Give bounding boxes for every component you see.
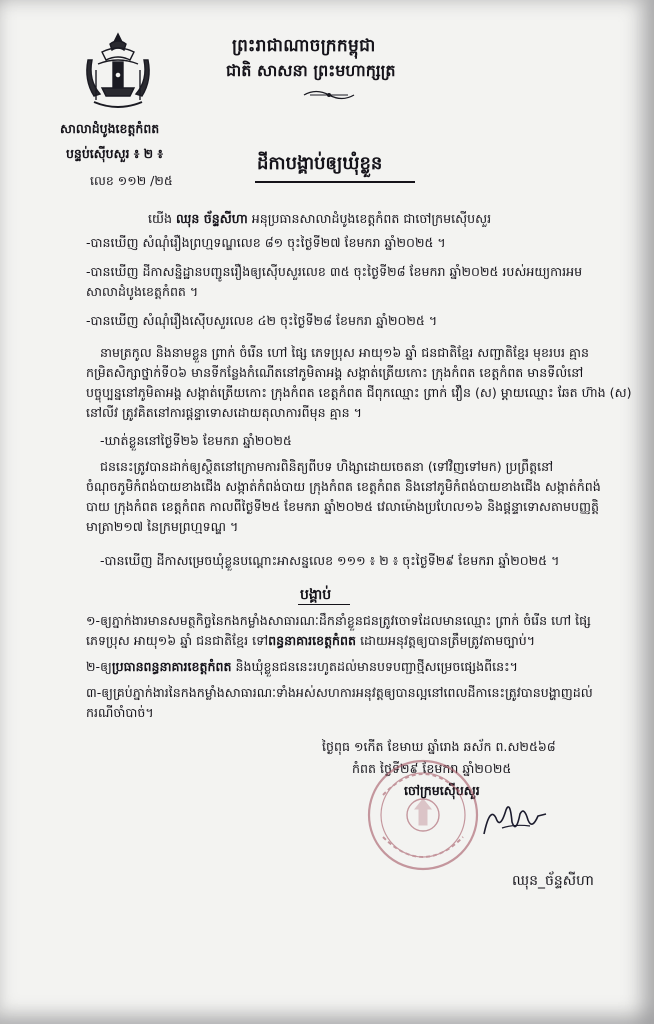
charge-paragraph-line-1: ជននេះត្រូវបានដាក់ឲ្យស្ថិតនៅក្រោមការពិនិត្យពីបទ ហិង្សាដោយចេតនា (ទៅវិញទៅមក) ប្រព្រឹត្តនៅ xyxy=(100,459,554,474)
order-underline xyxy=(298,604,350,605)
order-item-1-line-1: ១-ឲ្យភ្នាក់ងារមានសមត្ថកិច្ចនៃកងកម្លាំងសាធារណៈដឹកនាំខ្លួនជនត្រូវចោទដែលមានឈ្មោះ ព្រាក់ ចំរើន ហៅ ផៃ្ស xyxy=(86,613,591,628)
charge-paragraph-line-4: មាត្រា២១៧ នៃក្រមព្រហ្មទណ្ឌ ។ xyxy=(86,519,239,534)
arrest-line: -ឃាត់ខ្លួននៅថ្ងៃទី២៦ ខែមករា ឆ្នាំ២០២៥ xyxy=(100,433,292,448)
intro-rest: អនុប្រធានសាលាដំបូងខេត្តកំពត ជាចៅក្រមស៊ើបសួរ xyxy=(251,211,492,226)
title-underline xyxy=(255,181,415,183)
considering-line-4: -បានឃើញ ដីកាសម្រេចឃុំខ្លួនបណ្តោះអាសន្នលេខ ១១១ ៖ ២ ៖ ចុះថ្ងៃទី២៩ ខែមករា ឆ្នាំ២០២៥ ។ xyxy=(100,553,560,568)
intro-line xyxy=(148,210,491,228)
accused-paragraph-line-3: បច្ចុប្បន្ននៅភូមិតាអង្គ សង្កាត់ត្រើយកោះ ក្រុងកំពត ខេត្តកំពត ជីពុកឈ្មោះ ព្រាក់ វឿន (ស) ម្តាយឈ្មោះ ឆែត ហ៊ាង (ស) xyxy=(86,385,632,400)
prison-director: ប្រធានពន្ធនាគារខេត្តកំពត xyxy=(111,659,232,674)
charge-paragraph-line-2: ចំណុចភូមិកំពង់បាយខាងជើង សង្កាត់កំពង់បាយ ក្រុងកំពត ខេត្តកំពត និងនៅភូមិកំពង់បាយខាងជើង សង្កាត់កំពង់ xyxy=(86,479,601,494)
reference-prefix: លេខ xyxy=(90,173,114,188)
considering-line-2b: សាលាដំបូងខេត្តកំពត ។ xyxy=(86,284,199,299)
signer-title: ចៅក្រមស៊ើបសួរ xyxy=(404,783,480,798)
order-item-3-line-1: ៣-ឲ្យគ្រប់ភ្នាក់ងារនៃកងកម្លាំងសាធារណៈទាំងអស់សហការអនុវត្តឲ្យបានល្អនៅពេលដីកានេះត្រូវបានបង្ហាញដល់ xyxy=(86,685,593,700)
considering-line-3: -បានឃើញ សំណុំរឿងស៊ើបសួរលេខ ៤២ ចុះថ្ងៃទី២៨ ខែមករា ឆ្នាំ២០២៥ ។ xyxy=(86,313,438,328)
handwritten-signature xyxy=(480,800,550,840)
document-title: ដីកាបង្គាប់ឲ្យឃុំខ្លួន xyxy=(257,153,383,174)
reference-value: ១១២ /២៥ xyxy=(117,173,173,188)
order-item-3-line-2: ករណីចាំបាច់។ xyxy=(86,705,154,720)
accused-paragraph-line-1: នាមត្រកូល និងនាមខ្លួន ព្រាក់ ចំរើន ហៅ ផៃ្ស ភេទប្រុស អាយុ១៦ ឆ្នាំ ជនជាតិខ្មែរ សញ្ជាតិខ្មែរ មុខរបរ គ្មាន xyxy=(100,345,589,360)
order-item-1-post: ដោយអនុវត្តឲ្យបានត្រឹមត្រូវតាមច្បាប់។ xyxy=(360,633,536,648)
national-motto: ជាតិ សាសនា ព្រះមហាក្សត្រ xyxy=(226,61,396,80)
order-item-1-line-2 xyxy=(86,632,535,650)
order-item-2-post: និងឃុំខ្លួនជននេះរហូតដល់មានបទបញ្ជាថ្មីសម្រេចផ្សេងពីនេះ។ xyxy=(235,659,518,674)
considering-line-2a: -បានឃើញ ដីកាសន្និដ្ឋានបញ្ជូនរឿងឲ្យស៊ើបសួរលេខ ៣៥ ចុះថ្ងៃទី២៨ ខែមករា ឆ្នាំ២០២៥ របស់អយ្យការអម xyxy=(86,264,583,279)
judge-name: ឈុន ច័ន្ទសីហា xyxy=(176,211,248,226)
order-item-1-pre: ភេទប្រុស អាយុ១៦ ឆ្នាំ ជនជាតិខ្មែរ ទៅ xyxy=(86,633,269,648)
investigation-bureau: បន្ទប់ស៊ើបសួរ ៖ ២ ៖ xyxy=(66,146,163,161)
charge-paragraph-line-3: បាយ ក្រុងកំពត ខេត្តកំពត កាលពីថ្ងៃទី២៥ ខែមករា ឆ្នាំ២០២៥ វេលាម៉ោងប្រហែល១៦ និងផ្តន្ទាទោសតាមបញ្ញត្តិ xyxy=(86,499,600,514)
signer-name: ឈុន_ច័ន្ទសីហា xyxy=(512,873,594,889)
solar-date: កំពត ថ្ងៃទី២៩ ខែមករា ឆ្នាំ២០២៥ xyxy=(352,761,512,776)
order-item-2 xyxy=(86,658,518,676)
official-seal-stamp xyxy=(363,755,483,875)
prison-name: ពន្ធនាគារខេត្តកំពត xyxy=(268,633,357,648)
considering-line-1: -បានឃើញ សំណុំរឿងព្រហ្មទណ្ឌលេខ ៨១ ចុះថ្ងៃទី២៧ ខែមករា ឆ្នាំ២០២៥ ។ xyxy=(86,235,446,250)
ornament-divider xyxy=(302,88,356,102)
lunar-date: ថ្ងៃពុធ ១កើត ខែមាឃ ឆ្នាំរោង ឆស័ក ព.ស២៥៦៨ xyxy=(322,739,556,754)
accused-paragraph-line-4: នៅលីវ ត្រូវគិតនៅការផ្តន្ទាទោសដោយតុលាការពីមុន គ្មាន ។ xyxy=(86,405,362,420)
accused-paragraph-line-2: កម្រិតសិក្សាថ្នាក់ទី០៦ មានទីកន្លែងកំណើតនៅភូមិតាអង្គ សង្កាត់ត្រើយកោះ ក្រុងកំពត ខេត្តកំពត មានទីលំនៅ xyxy=(86,365,584,380)
intro-prefix: យើង xyxy=(148,211,172,226)
order-heading: បង្គាប់ xyxy=(300,587,332,603)
kingdom-heading: ព្រះរាជាណាចក្រកម្ពុជា xyxy=(232,36,376,56)
reference-number xyxy=(90,172,173,190)
court-name: សាលាដំបូងខេត្តកំពត xyxy=(60,121,160,136)
order-item-2-pre: ២-ឲ្យ xyxy=(86,659,112,674)
royal-emblem-logo xyxy=(80,30,156,114)
